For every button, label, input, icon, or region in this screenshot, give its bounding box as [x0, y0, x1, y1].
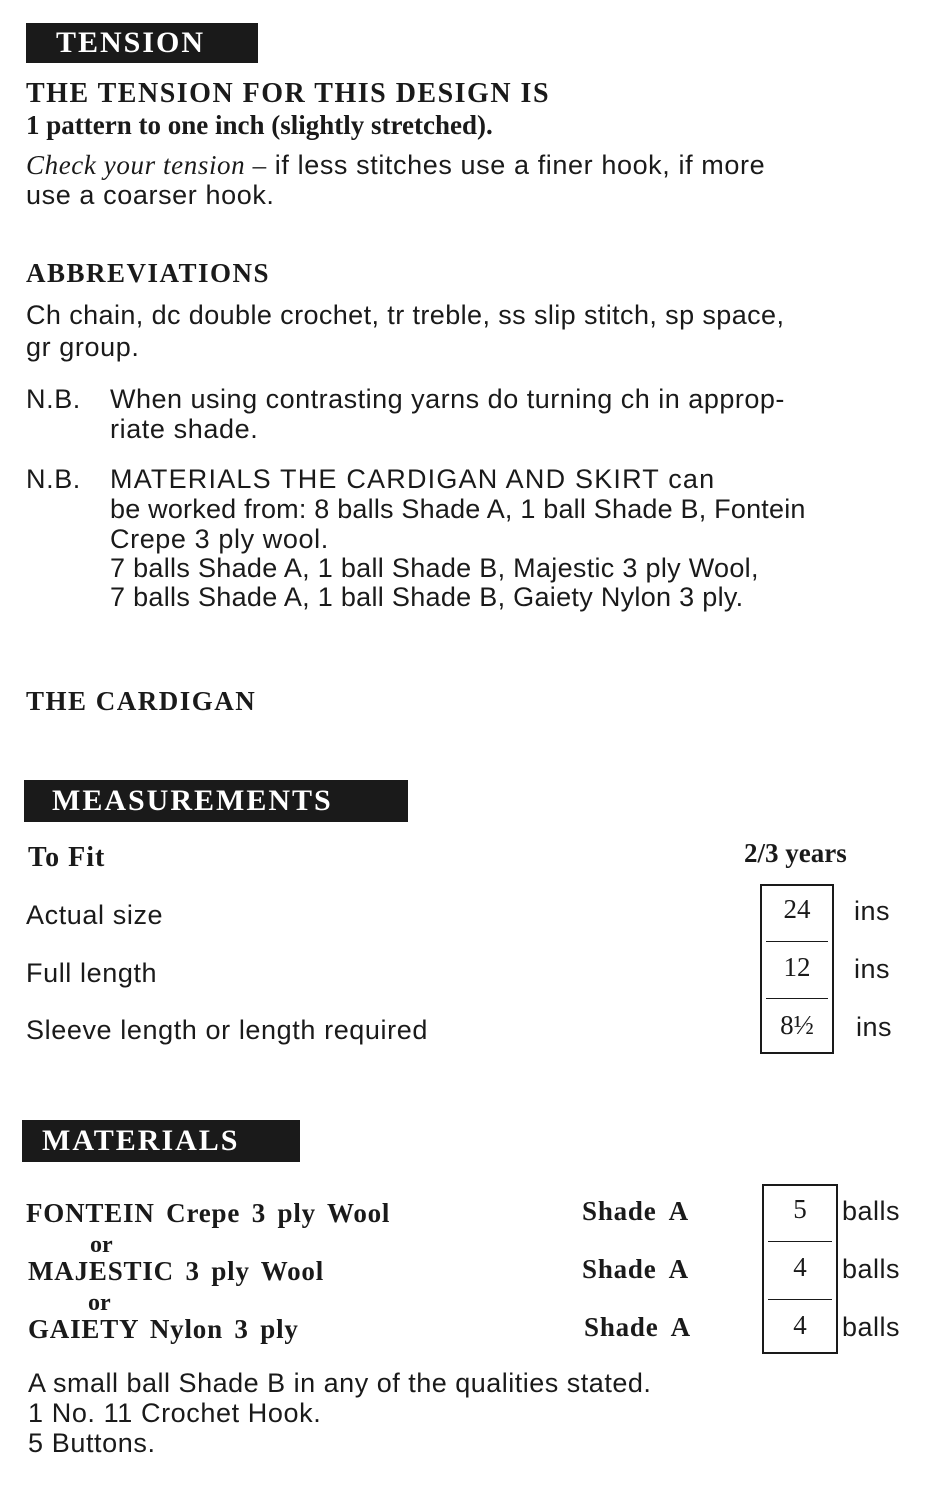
measurement-value-full-length: 12 — [783, 952, 811, 982]
measurement-divider — [766, 941, 828, 942]
material-yarn-fontein: FONTEIN Crepe 3 ply Wool — [26, 1198, 391, 1228]
material-yarn-gaiety: GAIETY Nylon 3 ply — [28, 1314, 299, 1344]
measurement-label-full-length: Full length — [26, 958, 158, 988]
note-1-line-2: riate shade. — [110, 414, 259, 444]
material-or-2: or — [88, 1290, 111, 1316]
tension-banner — [26, 23, 258, 63]
material-qty-fontein: 5 — [793, 1194, 807, 1224]
materials-divider — [768, 1241, 832, 1242]
measurement-unit-full-length: ins — [854, 954, 891, 984]
tension-check-line-1 — [26, 150, 765, 181]
materials-qty-box — [762, 1184, 838, 1354]
material-shade-majestic: Shade A — [582, 1254, 689, 1284]
measurement-label-sleeve-length: Sleeve length or length required — [26, 1015, 428, 1045]
material-shade-fontein: Shade A — [582, 1196, 689, 1226]
material-unit-fontein: balls — [842, 1196, 901, 1226]
measurements-banner — [24, 780, 408, 822]
note-2-line-5: 7 balls Shade A, 1 ball Shade B, Gaiety Nylon 3 ply. — [110, 582, 744, 612]
tension-check-line-2: use a coarser hook. — [26, 180, 275, 210]
note-2-line-2: be worked from: 8 balls Shade A, 1 ball Shade B, Fontein — [110, 494, 806, 524]
note-2-line-3: Crepe 3 ply wool. — [110, 524, 329, 554]
tension-line-2: 1 pattern to one inch (slightly stretched). — [26, 110, 493, 140]
measurement-value-sleeve-length: 8½ — [780, 1010, 814, 1040]
size-label: 2/3 years — [744, 838, 847, 868]
material-extra-hook: 1 No. 11 Crochet Hook. — [28, 1398, 322, 1428]
tension-check-rest: if less stitches use a finer hook, if more — [266, 150, 766, 180]
material-shade-gaiety: Shade A — [584, 1312, 691, 1342]
measurement-unit-sleeve-length: ins — [856, 1012, 893, 1042]
measurement-value-actual-size: 24 — [783, 894, 811, 924]
material-extra-shade-b: A small ball Shade B in any of the qualities stated. — [28, 1368, 652, 1398]
materials-banner — [22, 1120, 300, 1162]
abbreviations-title: ABBREVIATIONS — [26, 258, 271, 288]
tension-line-1: THE TENSION FOR THIS DESIGN IS — [26, 78, 551, 109]
measurement-unit-actual-size: ins — [854, 896, 891, 926]
tension-check-italic: Check your tension – — [26, 150, 267, 180]
note-2-line-4: 7 balls Shade A, 1 ball Shade B, Majestic 3 ply Wool, — [110, 553, 759, 583]
material-unit-majestic: balls — [842, 1254, 901, 1284]
abbreviations-line-1: Ch chain, dc double crochet, tr treble, ss slip stitch, sp space, — [26, 300, 785, 330]
material-or-1: or — [90, 1232, 113, 1258]
note-1-label: N.B. — [26, 384, 81, 414]
abbreviations-line-2: gr group. — [26, 332, 140, 362]
materials-banner-text: MATERIALS — [42, 1124, 240, 1157]
note-1-line-1: When using contrasting yarns do turning ch in approp- — [110, 384, 785, 414]
note-2-label: N.B. — [26, 464, 81, 494]
measurements-banner-text: MEASUREMENTS — [52, 784, 333, 817]
material-qty-majestic: 4 — [793, 1252, 807, 1282]
to-fit-label: To Fit — [28, 842, 106, 873]
measurement-divider — [766, 998, 828, 999]
material-unit-gaiety: balls — [842, 1312, 901, 1342]
measurements-value-box — [760, 884, 834, 1054]
measurement-label-actual-size: Actual size — [26, 900, 164, 930]
material-extra-buttons: 5 Buttons. — [28, 1428, 156, 1458]
tension-banner-text: TENSION — [56, 26, 206, 59]
note-2-line-1: MATERIALS THE CARDIGAN AND SKIRT can — [110, 464, 716, 494]
cardigan-title: THE CARDIGAN — [26, 686, 257, 716]
material-qty-gaiety: 4 — [793, 1310, 807, 1340]
material-yarn-majestic: MAJESTIC 3 ply Wool — [28, 1256, 325, 1286]
materials-divider — [768, 1299, 832, 1300]
